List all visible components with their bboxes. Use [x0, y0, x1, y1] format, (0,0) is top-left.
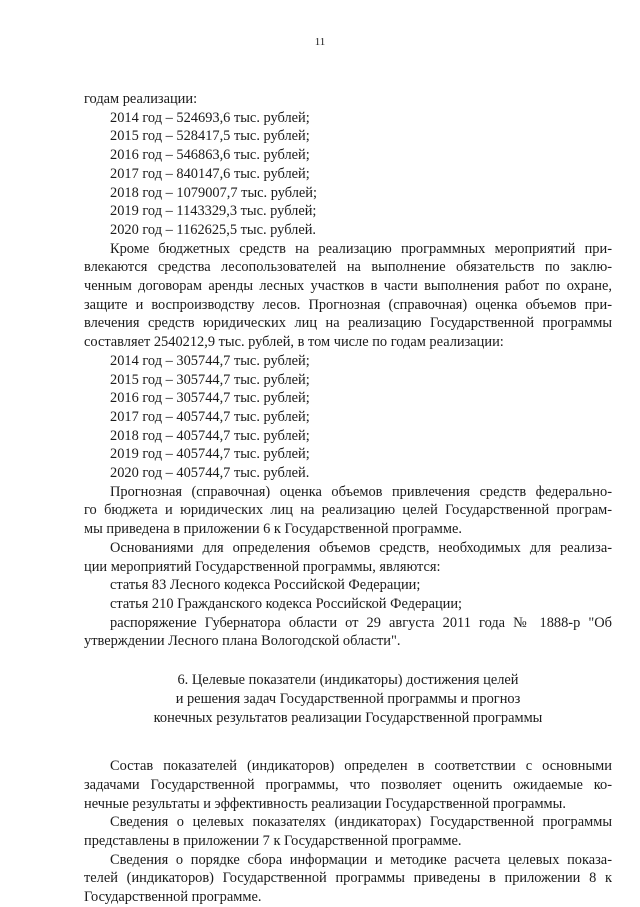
- paragraph-line: Основаниями для определения объемов средств, необходимых для реализа-: [110, 539, 612, 556]
- heading-line: 6. Целевые показатели (индикаторы) достижения целей: [177, 672, 519, 689]
- heading-line: конечных результатов реализации Государственной программы: [153, 709, 543, 726]
- lessee-paragraph: [84, 240, 612, 352]
- legal-year-item: 2015 год – 305744,7 тыс. рублей;: [110, 371, 310, 388]
- paragraph-line: Государственной программе.: [84, 889, 262, 906]
- intro-line: годам реализации:: [84, 91, 198, 107]
- budget-year-item: 2016 год – 546863,6 тыс. рублей;: [110, 147, 310, 164]
- grounds-item: статья 210 Гражданского кодекса Российской Федерации;: [110, 595, 463, 612]
- paragraph-line: нечные результаты и эффективность реализации Государственной программы.: [84, 795, 566, 812]
- indicators-paragraph: [84, 757, 612, 813]
- budget-year-item: 2017 год – 840147,6 тыс. рублей;: [110, 165, 310, 182]
- paragraph-line: утверждении Лесного плана Вологодской области".: [84, 633, 401, 650]
- document-body: [84, 90, 612, 907]
- grounds-paragraph: [84, 539, 612, 576]
- paragraph-line: Прогнозная (справочная) оценка объемов привлечения средств федерально-: [110, 483, 612, 500]
- budget-by-year-list: [84, 109, 612, 240]
- paragraph-line: представлены в приложении 7 к Государственной программе.: [84, 833, 462, 850]
- budget-year-item: 2019 год – 1143329,3 тыс. рублей;: [110, 203, 317, 220]
- paragraph-line: Сведения о целевых показателях (индикаторах) Государственной программы: [110, 814, 612, 831]
- federal-paragraph: [84, 483, 612, 539]
- paragraph-line: влечения средств юридических лиц на реализацию Государственной программы: [84, 315, 612, 332]
- paragraph-line: защите и воспроизводству лесов. Прогнозная (справочная) оценка объемов при-: [84, 296, 612, 313]
- legal-entities-by-year-list: [84, 352, 612, 483]
- paragraph-line: ченным договорам аренды лесных участков в части выполнения работ по охране,: [84, 278, 612, 295]
- appendix8-paragraph: [84, 851, 612, 907]
- paragraph-line: влекаются средства лесопользователей на выполнение обязательств по заклю-: [84, 259, 612, 276]
- decree-paragraph: [84, 614, 612, 651]
- paragraph-line: задачами Государственной программы, что позволяет оценить ожидаемые ко-: [84, 776, 612, 793]
- section-heading: [84, 671, 612, 727]
- paragraph-line: распоряжение Губернатора области от 29 августа 2011 года № 1888-р "Об: [110, 614, 612, 631]
- heading-line: и решения задач Государственной программы и прогноз: [175, 690, 521, 707]
- paragraph-line: мы приведена в приложении 6 к Государственной программе.: [84, 521, 462, 538]
- legal-year-item: 2017 год – 405744,7 тыс. рублей;: [110, 408, 310, 425]
- budget-year-item: 2014 год – 524693,6 тыс. рублей;: [110, 109, 310, 126]
- budget-year-item: 2015 год – 528417,5 тыс. рублей;: [110, 128, 310, 145]
- paragraph-line: составляет 2540212,9 тыс. рублей, в том числе по годам реализации:: [84, 334, 504, 351]
- legal-year-item: 2014 год – 305744,7 тыс. рублей;: [110, 352, 310, 369]
- appendix7-paragraph: [84, 813, 612, 850]
- legal-year-item: 2016 год – 305744,7 тыс. рублей;: [110, 390, 310, 407]
- paragraph-line: Кроме бюджетных средств на реализацию программных мероприятий при-: [110, 240, 612, 257]
- grounds-list: [84, 576, 612, 613]
- legal-year-item: 2019 год – 405744,7 тыс. рублей;: [110, 446, 310, 463]
- paragraph-line: телей (индикаторов) Государственной программы приведены в приложении 8 к: [84, 870, 612, 887]
- legal-year-item: 2018 год – 405744,7 тыс. рублей;: [110, 427, 310, 444]
- budget-year-item: 2018 год – 1079007,7 тыс. рублей;: [110, 184, 317, 201]
- page-number: 11: [314, 36, 326, 48]
- grounds-item: статья 83 Лесного кодекса Российской Федерации;: [110, 577, 421, 594]
- budget-year-item: 2020 год – 1162625,5 тыс. рублей.: [110, 221, 317, 238]
- paragraph-line: Состав показателей (индикаторов) определен в соответствии с основными: [110, 758, 612, 775]
- paragraph-line: Сведения о порядке сбора информации и методике расчета целевых показа-: [110, 851, 612, 868]
- paragraph-line: ции мероприятий Государственной программы, являются:: [84, 558, 441, 575]
- legal-year-item: 2020 год – 405744,7 тыс. рублей.: [110, 465, 310, 482]
- paragraph-line: го бюджета и юридических лиц на реализацию целей Государственной програм-: [84, 502, 612, 519]
